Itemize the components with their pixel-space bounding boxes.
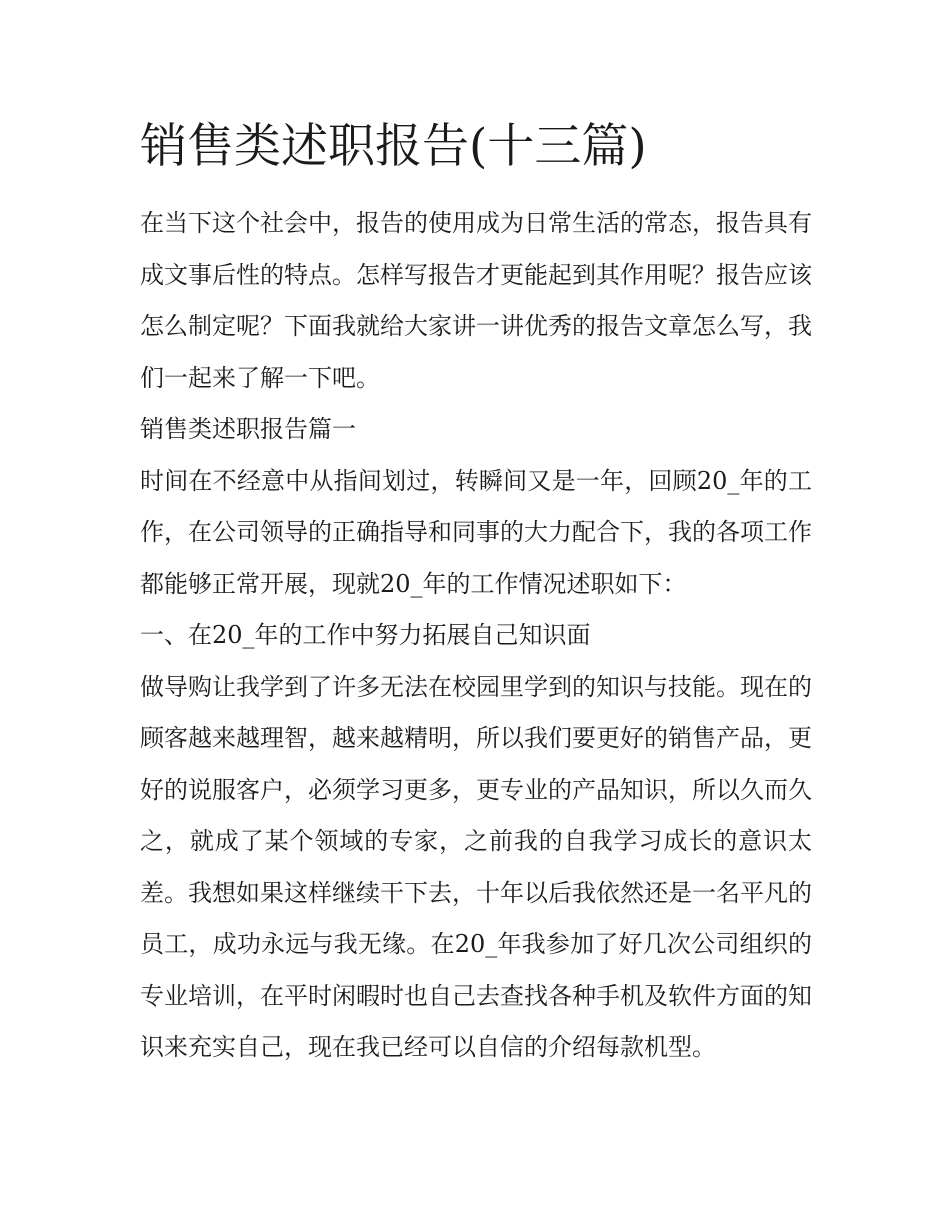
- body-paragraph: 做导购让我学到了许多无法在校园里学到的知识与技能。现在的顾客越来越理智，越来越精明，所以我们要更好的销售产品，更好的说服客户，必须学习更多，更专业的产品知识，所以久而久之，就成了某个领域的专家，之前我的自我学习成长的意识太差。我想如果这样继续干下去，十年以后我依然还是一名平凡的员工，成功永远与我无缘。在20_年我参加了好几次公司组织的专业培训，在平时闲暇时也自己去查找各种手机及软件方面的知识来充实自己，现在我已经可以自信的介绍每款机型。: [140, 672, 812, 1061]
- subsection-heading: 一、在20_年的工作中努力拓展自己知识面: [140, 621, 591, 649]
- section-heading: 销售类述职报告篇一: [140, 415, 356, 443]
- document-page: [140, 112, 812, 1074]
- body-paragraph: 时间在不经意中从指间划过，转瞬间又是一年，回顾20_年的工作，在公司领导的正确指导和同事的大力配合下，我的各项工作都能够正常开展，现就20_年的工作情况述职如下：: [140, 466, 812, 598]
- document-body: [140, 198, 812, 1074]
- document-title: 销售类述职报告(十三篇): [140, 119, 647, 174]
- intro-paragraph: 在当下这个社会中，报告的使用成为日常生活的常态，报告具有成文事后性的特点。怎样写报告才更能起到其作用呢？报告应该怎么制定呢？下面我就给大家讲一讲优秀的报告文章怎么写，我们一起来了解一下吧。: [140, 209, 812, 392]
